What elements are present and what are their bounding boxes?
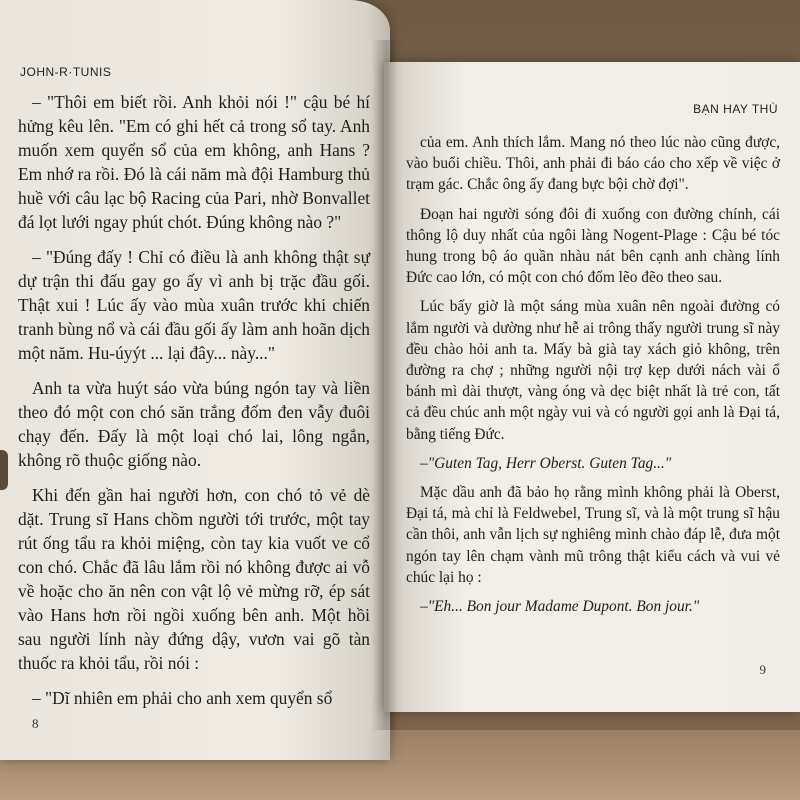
right-page-number: 9 xyxy=(759,662,766,677)
paragraph: – "Thôi em biết rồi. Anh khỏi nói !" cậu bé hí hửng kêu lên. "Em có ghi hết cả trong sổ tay. Anh muốn xem quyển sổ của em không, anh Hans ? Em nhớ ra rồi. Đó là cái năm mà đội Hamburg thủ huề với câu lạc bộ Racing của Pari, nhờ Bonvallet đá lọt lưới ngay phút chót. Đúng không nào ?" xyxy=(18,92,370,232)
paragraph: Mặc dầu anh đã bảo họ rằng mình không phải là Oberst, Đại tá, mà chỉ là Feldwebel, Trung sĩ, và là một trung sĩ hậu cần thôi, anh vẫn lịch sự nghiêng mình chào đáp lễ, đưa một ngón tay lên chạm vành mũ trông thật kiểu cách và vui vẻ chúc lại họ : xyxy=(406,484,780,586)
paragraph: Đoạn hai người sóng đôi đi xuống con đường chính, cái thông lộ duy nhất của ngôi làng Nogent-Plage : Cậu bé tóc hung trong bộ áo quần nhàu nát bên cạnh anh chàng lính Đức cao lớn, có một con chó đốm lẽo đẽo theo sau. xyxy=(406,205,780,287)
left-page-number: 8 xyxy=(32,716,39,731)
right-page xyxy=(384,62,800,712)
paragraph: – "Đúng đấy ! Chỉ có điều là anh không thật sự dự trận thi đấu gay go ấy vì anh bị trặc đầu gối. Thật xui ! Lúc ấy vào mùa xuân trước khi chiến tranh bùng nổ và cái đầu gối ấy làm anh hoãn dịch một năm. Hu-úyýt ... lại đây... này..." xyxy=(18,247,370,363)
left-running-head: JOHN-R·TUNIS xyxy=(20,65,112,79)
paragraph: của em. Anh thích lắm. Mang nó theo lúc nào cũng được, vào buổi chiều. Thôi, anh phải đi báo cáo cho xếp về việc ở trạm gác. Chắc ông ấy đang bực bội chờ đợi". xyxy=(406,134,780,194)
paragraph: –"Guten Tag, Herr Oberst. Guten Tag..." xyxy=(420,454,672,472)
right-page-text xyxy=(406,132,780,625)
book-gutter xyxy=(372,40,398,730)
paragraph: Khi đến gần hai người hơn, con chó tỏ vẻ dè dặt. Trung sĩ Hans chồm người tới trước, một tay rút ống tẩu ra khỏi miệng, còn tay kia vuốt ve cổ con chó. Chắc đã lâu lắm rồi nó không được ai vỗ về hoặc cho ăn nên con vật lộ vẻ mừng rỡ, ép sát vào Hans hơn rồi ngồi xuống bên anh. Một hồi sau người lính này đứng dậy, vươn vai gõ tàn thuốc ra khỏi tẩu, rồi nói : xyxy=(18,485,370,673)
right-running-head: BẠN HAY THÙ xyxy=(693,102,778,116)
paragraph: Lúc bấy giờ là một sáng mùa xuân nên ngoài đường có lắm người và dường như hễ ai trông thấy người trung sĩ này đều chào hỏi anh ta. Mấy bà già tay xách giỏ không, trên đường ra chợ ; những người nội trợ kẹp dưới nách vài ổ bánh mì dài thượt, vàng óng và dẹc biệt nhất là trẻ con, tất cả đều chúc anh một ngày vui và có người gọi anh là Đại tá, bằng tiếng Đức. xyxy=(406,298,780,443)
left-page xyxy=(0,0,390,760)
left-page-text xyxy=(18,90,370,721)
paragraph: – "Dĩ nhiên em phải cho anh xem quyển sổ xyxy=(32,688,333,708)
paragraph: Anh ta vừa huýt sáo vừa búng ngón tay và liền theo đó một con chó săn trắng đốm đen vẫy đuôi chạy đến. Đấy là một loại chó lai, lông ngắn, không rõ thuộc giống nào. xyxy=(18,378,370,470)
thumb-shadow xyxy=(0,450,8,490)
paragraph: –"Eh... Bon jour Madame Dupont. Bon jour." xyxy=(420,598,700,616)
